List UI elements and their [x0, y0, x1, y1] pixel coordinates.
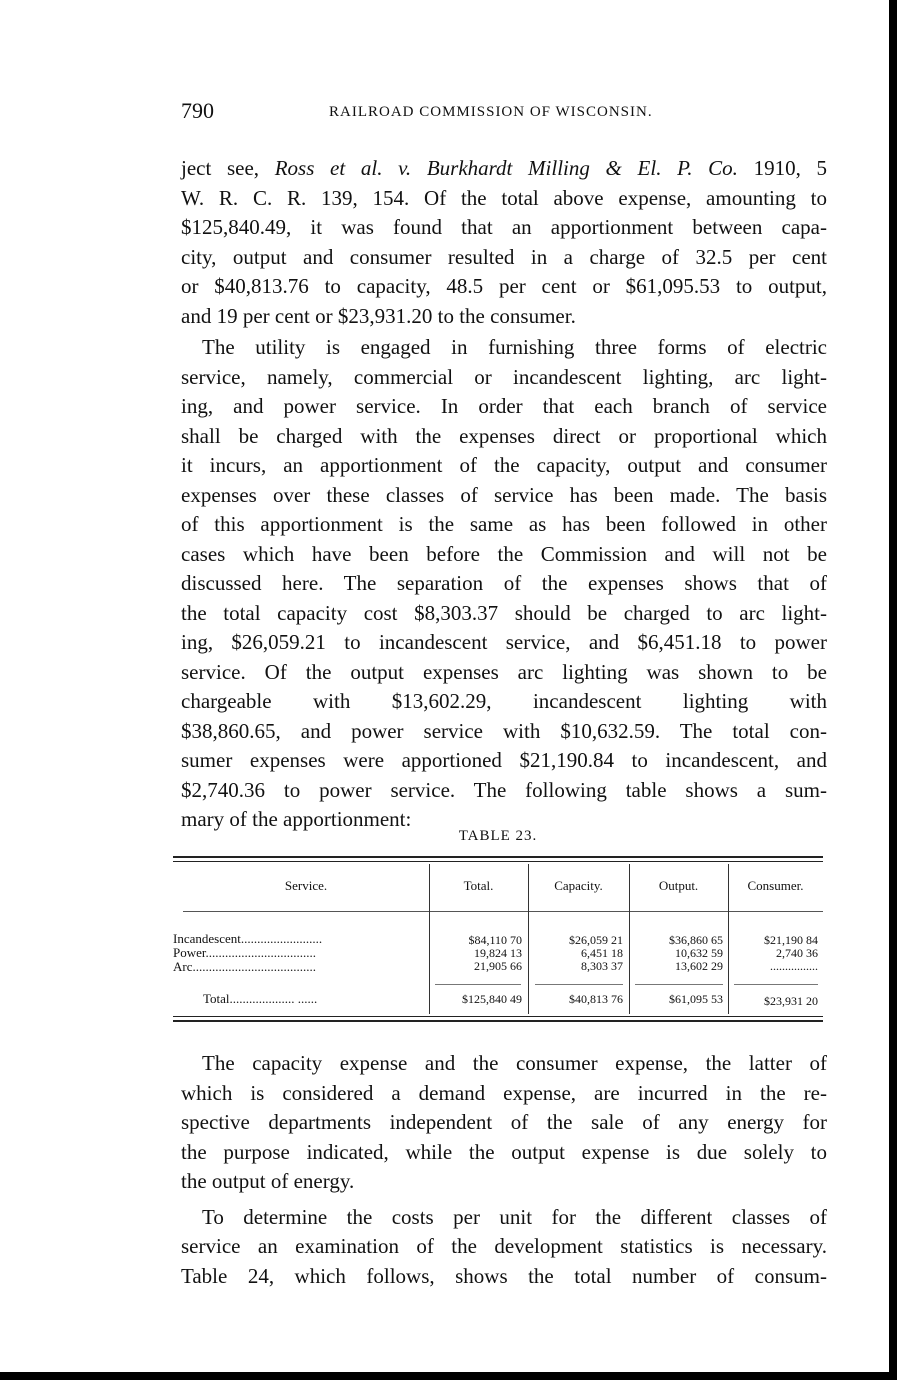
- paragraph-2-line: discussed here. The separation of the expenses shows that of: [181, 571, 827, 595]
- paragraph-2-line: the total capacity cost $8,303.37 should be charged to arc light-: [181, 600, 827, 625]
- paragraph-2-line: sumer expenses were apportioned $21,190.84 to incandescent, and: [181, 748, 827, 772]
- cell-capacity: $40,813 76: [569, 992, 623, 1006]
- paragraph-2-line: cases which have been before the Commission and will not be: [181, 541, 827, 566]
- paragraph-2-line: it incurs, an apportionment of the capacity, output and consumer: [181, 453, 827, 477]
- scan-border-bottom: [0, 1372, 897, 1380]
- scan-border-right: [889, 0, 897, 1380]
- paragraph-2-line: The utility is engaged in furnishing three forms of electric: [202, 335, 827, 359]
- paragraph-2-line: chargeable with $13,602.29, incandescent lighting with: [181, 689, 827, 713]
- paragraph-2-line: service. Of the output expenses arc lighting was shown to be: [181, 659, 827, 684]
- column-header-output: Output.: [658, 878, 699, 893]
- table-rule: [173, 861, 823, 862]
- paragraph-3-line: the output of energy.: [181, 1169, 355, 1193]
- table-rule: [173, 1020, 823, 1022]
- page-header: [181, 98, 826, 128]
- total-separator: [535, 984, 623, 985]
- paragraph-2-line: ing, $26,059.21 to incandescent service, and $6,451.18 to power: [181, 630, 827, 654]
- row-label-arc: Arc......................................: [173, 959, 316, 974]
- paragraph-1-line: or $40,813.76 to capacity, 48.5 per cent or $61,095.53 to output,: [181, 274, 827, 298]
- column-header-total: Total.: [463, 878, 494, 893]
- paragraph-2-line: service, namely, commercial or incandescent lighting, arc light-: [181, 364, 827, 389]
- table-rule: [173, 856, 823, 858]
- cell-capacity: 8,303 37: [581, 959, 623, 973]
- cell-total: 21,905 66: [474, 959, 522, 973]
- paragraph-3-line: which is considered a demand expense, are incurred in the re-: [181, 1080, 827, 1105]
- paragraph-1-line: and 19 per cent or $23,931.20 to the consumer.: [181, 303, 576, 328]
- paragraph-2-line: $38,860.65, and power service with $10,632.59. The total con-: [181, 718, 827, 743]
- paragraph-2-line: ing, and power service. In order that each branch of service: [181, 394, 827, 418]
- cell-capacity: $26,059 21: [569, 933, 623, 947]
- cell-consumer: ................: [770, 959, 818, 973]
- cell-consumer: $21,190 84: [764, 933, 818, 947]
- cell-total: 19,824 13: [474, 946, 522, 960]
- body-text-upper: [181, 154, 827, 835]
- table-rule: [173, 1016, 823, 1017]
- total-separator: [435, 984, 521, 985]
- paragraph-1-line: city, output and consumer resulted in a charge of 32.5 per cent: [181, 244, 827, 269]
- cell-total: $84,110 70: [468, 933, 522, 947]
- paragraph-1-line: W. R. C. R. 139, 154. Of the total above expense, amounting to: [181, 185, 827, 210]
- page-number: 790: [181, 98, 214, 123]
- paragraph-1-line: ject see, Ross et al. v. Burkhardt Milling & El. P. Co. 1910, 5: [181, 156, 828, 180]
- cell-consumer: 2,740 36: [776, 946, 818, 960]
- column-header-capacity: Capacity.: [554, 878, 603, 893]
- column-header-consumer: Consumer.: [747, 878, 804, 893]
- cell-total: $125,840 49: [462, 992, 522, 1006]
- paragraph-4: [181, 1203, 827, 1292]
- cell-output: $36,860 65: [669, 933, 723, 947]
- cell-output: 13,602 29: [675, 959, 723, 973]
- paragraph-2-line: shall be charged with the expenses direct or proportional which: [181, 423, 827, 448]
- total-separator: [734, 984, 818, 985]
- paragraph-2-line: expenses over these classes of service has been made. The basis: [181, 482, 827, 507]
- row-label-total: Total.................... ......: [203, 991, 318, 1006]
- body-text-lower: [181, 1049, 827, 1291]
- total-separator: [635, 984, 723, 985]
- paragraph-3-line: spective departments independent of the sale of any energy for: [181, 1110, 827, 1134]
- paragraph-2-line: mary of the apportionment:: [181, 807, 412, 831]
- paragraph-3: [181, 1049, 827, 1197]
- row-label-power: Power..................................: [173, 945, 316, 960]
- running-head: RAILROAD COMMISSION OF WISCONSIN.: [329, 104, 653, 120]
- cell-output: 10,632 59: [675, 946, 723, 960]
- column-header-service: Service.: [284, 878, 328, 893]
- table-title: TABLE 23.: [458, 828, 538, 844]
- paragraph-4-line: To determine the costs per unit for the different classes of: [202, 1204, 827, 1229]
- paragraph-1: [181, 154, 827, 331]
- cell-output: $61,095 53: [669, 992, 723, 1006]
- cell-consumer: $23,931 20: [764, 994, 818, 1008]
- paragraph-2: [181, 333, 827, 835]
- paragraph-4-line: Table 24, which follows, shows the total number of consum-: [181, 1263, 827, 1288]
- apportionment-table: [173, 856, 823, 1024]
- paragraph-3-line: the purpose indicated, while the output expense is due solely to: [181, 1139, 827, 1164]
- paragraph-2-line: $2,740.36 to power service. The following table shows a sum-: [181, 777, 827, 802]
- table-header-separator: [183, 911, 823, 912]
- paragraph-2-line: of this apportionment is the same as has been followed in other: [181, 512, 827, 536]
- paragraph-4-line: service an examination of the development statistics is necessary.: [181, 1234, 827, 1258]
- row-label-incandescent: Incandescent.........................: [173, 931, 323, 946]
- case-citation: Ross et al. v. Burkhardt Milling & El. P. Co.: [274, 156, 738, 180]
- paragraph-3-line: The capacity expense and the consumer expense, the latter of: [202, 1051, 827, 1075]
- cell-capacity: 6,451 18: [581, 946, 623, 960]
- paragraph-1-line: $125,840.49, it was found that an apportionment between capa-: [181, 215, 827, 239]
